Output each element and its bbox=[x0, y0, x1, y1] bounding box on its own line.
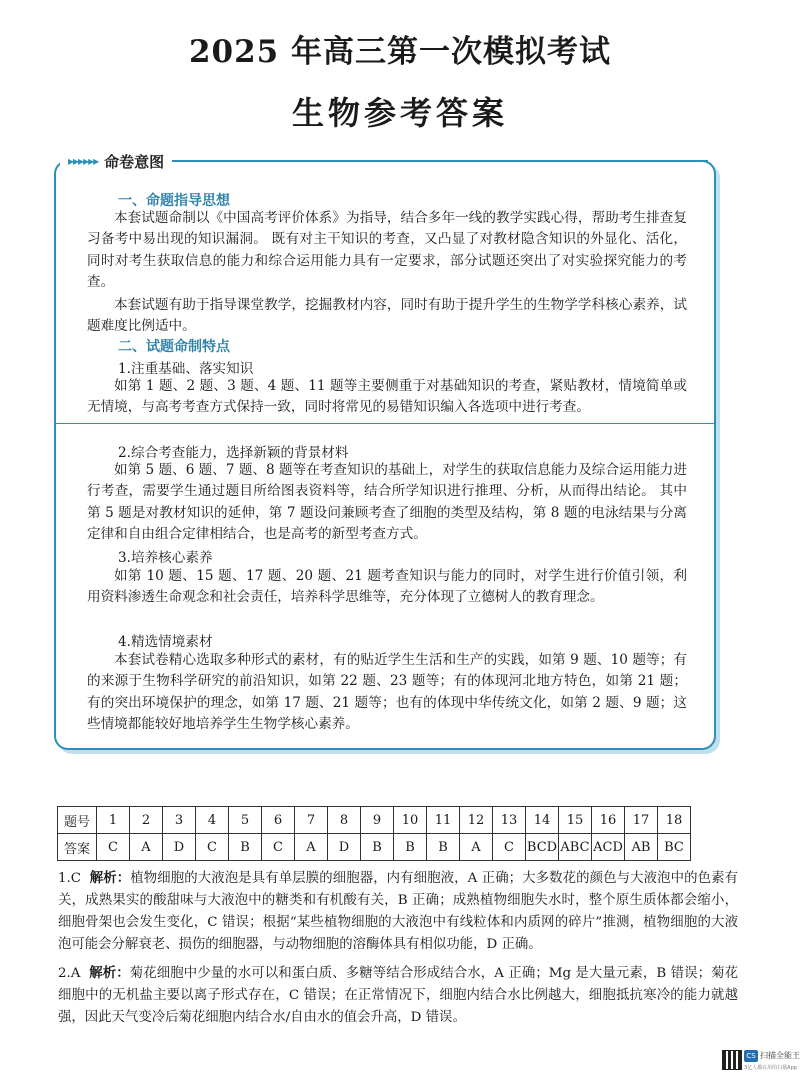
answer-value: AB bbox=[625, 834, 658, 861]
box-header-line bbox=[218, 160, 708, 162]
question-number: 4 bbox=[196, 807, 229, 834]
intent-header bbox=[60, 150, 172, 172]
answer-value: C bbox=[493, 834, 526, 861]
answer-value: C bbox=[196, 834, 229, 861]
paragraph-4: 如第 5 题、6 题、7 题、8 题等在考查知识的基础上，对学生的获取信息能力及综合运用能力进行考查，需要学生通过题目所给图表资料等，结合所学知识进行推理、分析，从而得出结论。 其中第 5 题是对教材知识的延伸，第 7 题设问兼顾考查了细胞的类型及结构，第 8 题的电泳结果与分离定律和自由组合定律相结合，也是高考的新型考查方式。 bbox=[87, 462, 687, 543]
question-number: 1 bbox=[97, 807, 130, 834]
page-subtitle: 生物参考答案 bbox=[291, 94, 508, 132]
answer-value: BC bbox=[658, 834, 691, 861]
question-number: 13 bbox=[493, 807, 526, 834]
answer-value: A bbox=[130, 834, 163, 861]
qr-code-icon bbox=[722, 1050, 742, 1070]
explanation-number: 1.C bbox=[58, 871, 82, 886]
answer-value: BCD bbox=[526, 834, 559, 861]
page-title: 2025 年高三第一次模拟考试 bbox=[188, 34, 612, 70]
paragraph-5: 如第 10 题、15 题、17 题、20 题、21 题考查知识与能力的同时，对学生进行价值引领，利用资料渗透生命观念和社会责任，培养科学思维等，充分体现了立德树人的教育理念。 bbox=[87, 568, 687, 606]
answer-value: ABC bbox=[559, 834, 592, 861]
answer-value: D bbox=[163, 834, 196, 861]
question-number: 9 bbox=[361, 807, 394, 834]
answer-value: B bbox=[427, 834, 460, 861]
question-row bbox=[58, 807, 691, 834]
answer-value: C bbox=[262, 834, 295, 861]
explanation-text: 植物细胞的大液泡是具有单层膜的细胞器，内有细胞液，A 正确；大多数花的颜色与大液泡中的色素有关，成熟果实的酸甜味与大液泡中的糖类和有机酸有关，B 正确；成熟植物细胞失水时，整个原生质体都会缩小，细胞骨架也会发生变化，C 错误；根据“某些植物细胞的大液泡中有线粒体和内质网的碎片”推测，植物细胞的大液泡可能会分解衰老、损伤的细胞器，与动物细胞的溶酶体具有相似功能，D 正确。 bbox=[58, 871, 739, 952]
question-number: 15 bbox=[559, 807, 592, 834]
question-number: 18 bbox=[658, 807, 691, 834]
section-title-2: 二、试题命制特点 bbox=[118, 339, 230, 355]
scanner-logo-icon: CS bbox=[744, 1050, 758, 1062]
answer-value: D bbox=[328, 834, 361, 861]
section-title-1: 一、命题指导思想 bbox=[118, 193, 230, 209]
explanation-key: 解析： bbox=[89, 966, 130, 981]
scanner-app-tagline: 3亿人都在用的扫描App bbox=[744, 1065, 797, 1071]
explanation-key: 解析： bbox=[89, 871, 131, 886]
answer-value: B bbox=[361, 834, 394, 861]
subheading-4: 4.精选情境素材 bbox=[118, 634, 213, 650]
answer-value: A bbox=[295, 834, 328, 861]
question-number: 16 bbox=[592, 807, 625, 834]
question-number: 3 bbox=[163, 807, 196, 834]
question-number: 7 bbox=[295, 807, 328, 834]
question-number: 10 bbox=[394, 807, 427, 834]
answer-value: B bbox=[229, 834, 262, 861]
question-number: 6 bbox=[262, 807, 295, 834]
subheading-3: 3.培养核心素养 bbox=[118, 550, 213, 566]
answer-row bbox=[58, 834, 691, 861]
explanation-1 bbox=[58, 868, 738, 956]
answer-value: B bbox=[394, 834, 427, 861]
arrow-icon: ▸▸▸▸▸▸ bbox=[68, 154, 99, 168]
answer-value: ACD bbox=[592, 834, 625, 861]
scanner-app-name: 扫描全能王 bbox=[760, 1051, 800, 1060]
paragraph-2: 本套试题有助于指导课堂教学，挖掘教材内容，同时有助于提升学生的生物学学科核心素养，试题难度比例适中。 bbox=[87, 297, 687, 335]
row-label-answer: 答案 bbox=[58, 834, 97, 861]
question-number: 8 bbox=[328, 807, 361, 834]
explanation-text: 菊花细胞中少量的水可以和蛋白质、多糖等结合形成结合水，A 正确；Mg 是大量元素，B 错误；菊花细胞中的无机盐主要以离子形式存在，C 错误；在正常情况下，细胞内结合水比例越大，细胞抵抗寒冷的能力就越强，因此天气变冷后菊花细胞内结合水/自由水的值会升高，D 错误。 bbox=[58, 966, 739, 1025]
answer-value: C bbox=[97, 834, 130, 861]
row-label-question: 题号 bbox=[58, 807, 97, 834]
question-number: 5 bbox=[229, 807, 262, 834]
intent-header-label: 命卷意图 bbox=[104, 152, 165, 171]
answer-table bbox=[57, 806, 691, 861]
subheading-1: 1.注重基础、落实知识 bbox=[118, 361, 254, 377]
answer-value: A bbox=[460, 834, 493, 861]
explanation-number: 2.A bbox=[58, 966, 81, 981]
question-number: 11 bbox=[427, 807, 460, 834]
question-number: 12 bbox=[460, 807, 493, 834]
question-number: 14 bbox=[526, 807, 559, 834]
question-number: 2 bbox=[130, 807, 163, 834]
page-divider bbox=[54, 423, 714, 424]
explanation-2 bbox=[58, 963, 738, 1029]
paragraph-1: 本套试题命制以《中国高考评价体系》为指导，结合多年一线的教学实践心得，帮助考生排查复习备考中易出现的知识漏洞。 既有对主干知识的考查，又凸显了对教材隐含知识的外显化、活化，同时对考生获取信息的能力和综合运用能力具有一定要求，部分试题还突出了对实验探究能力的考查。 bbox=[87, 210, 687, 291]
question-number: 17 bbox=[625, 807, 658, 834]
paragraph-3: 如第 1 题、2 题、3 题、4 题、11 题等主要侧重于对基础知识的考查，紧贴教材，情境简单或无情境，与高考考查方式保持一致，同时将常见的易错知识编入各选项中进行考查。 bbox=[87, 378, 687, 416]
paragraph-6: 本套试卷精心选取多种形式的素材，有的贴近学生生活和生产的实践，如第 9 题、10 题等；有的来源于生物科学研究的前沿知识，如第 22 题、23 题等；有的体现河北地方特色，如第 21 题；有的突出环境保护的理念，如第 17 题、21 题等；也有的体现中华传统文化，如第 2 题、9 题；这些情境都能较好地培养学生生物学核心素养。 bbox=[87, 652, 687, 733]
subheading-2: 2.综合考查能力，选择新颖的背景材料 bbox=[118, 445, 349, 461]
